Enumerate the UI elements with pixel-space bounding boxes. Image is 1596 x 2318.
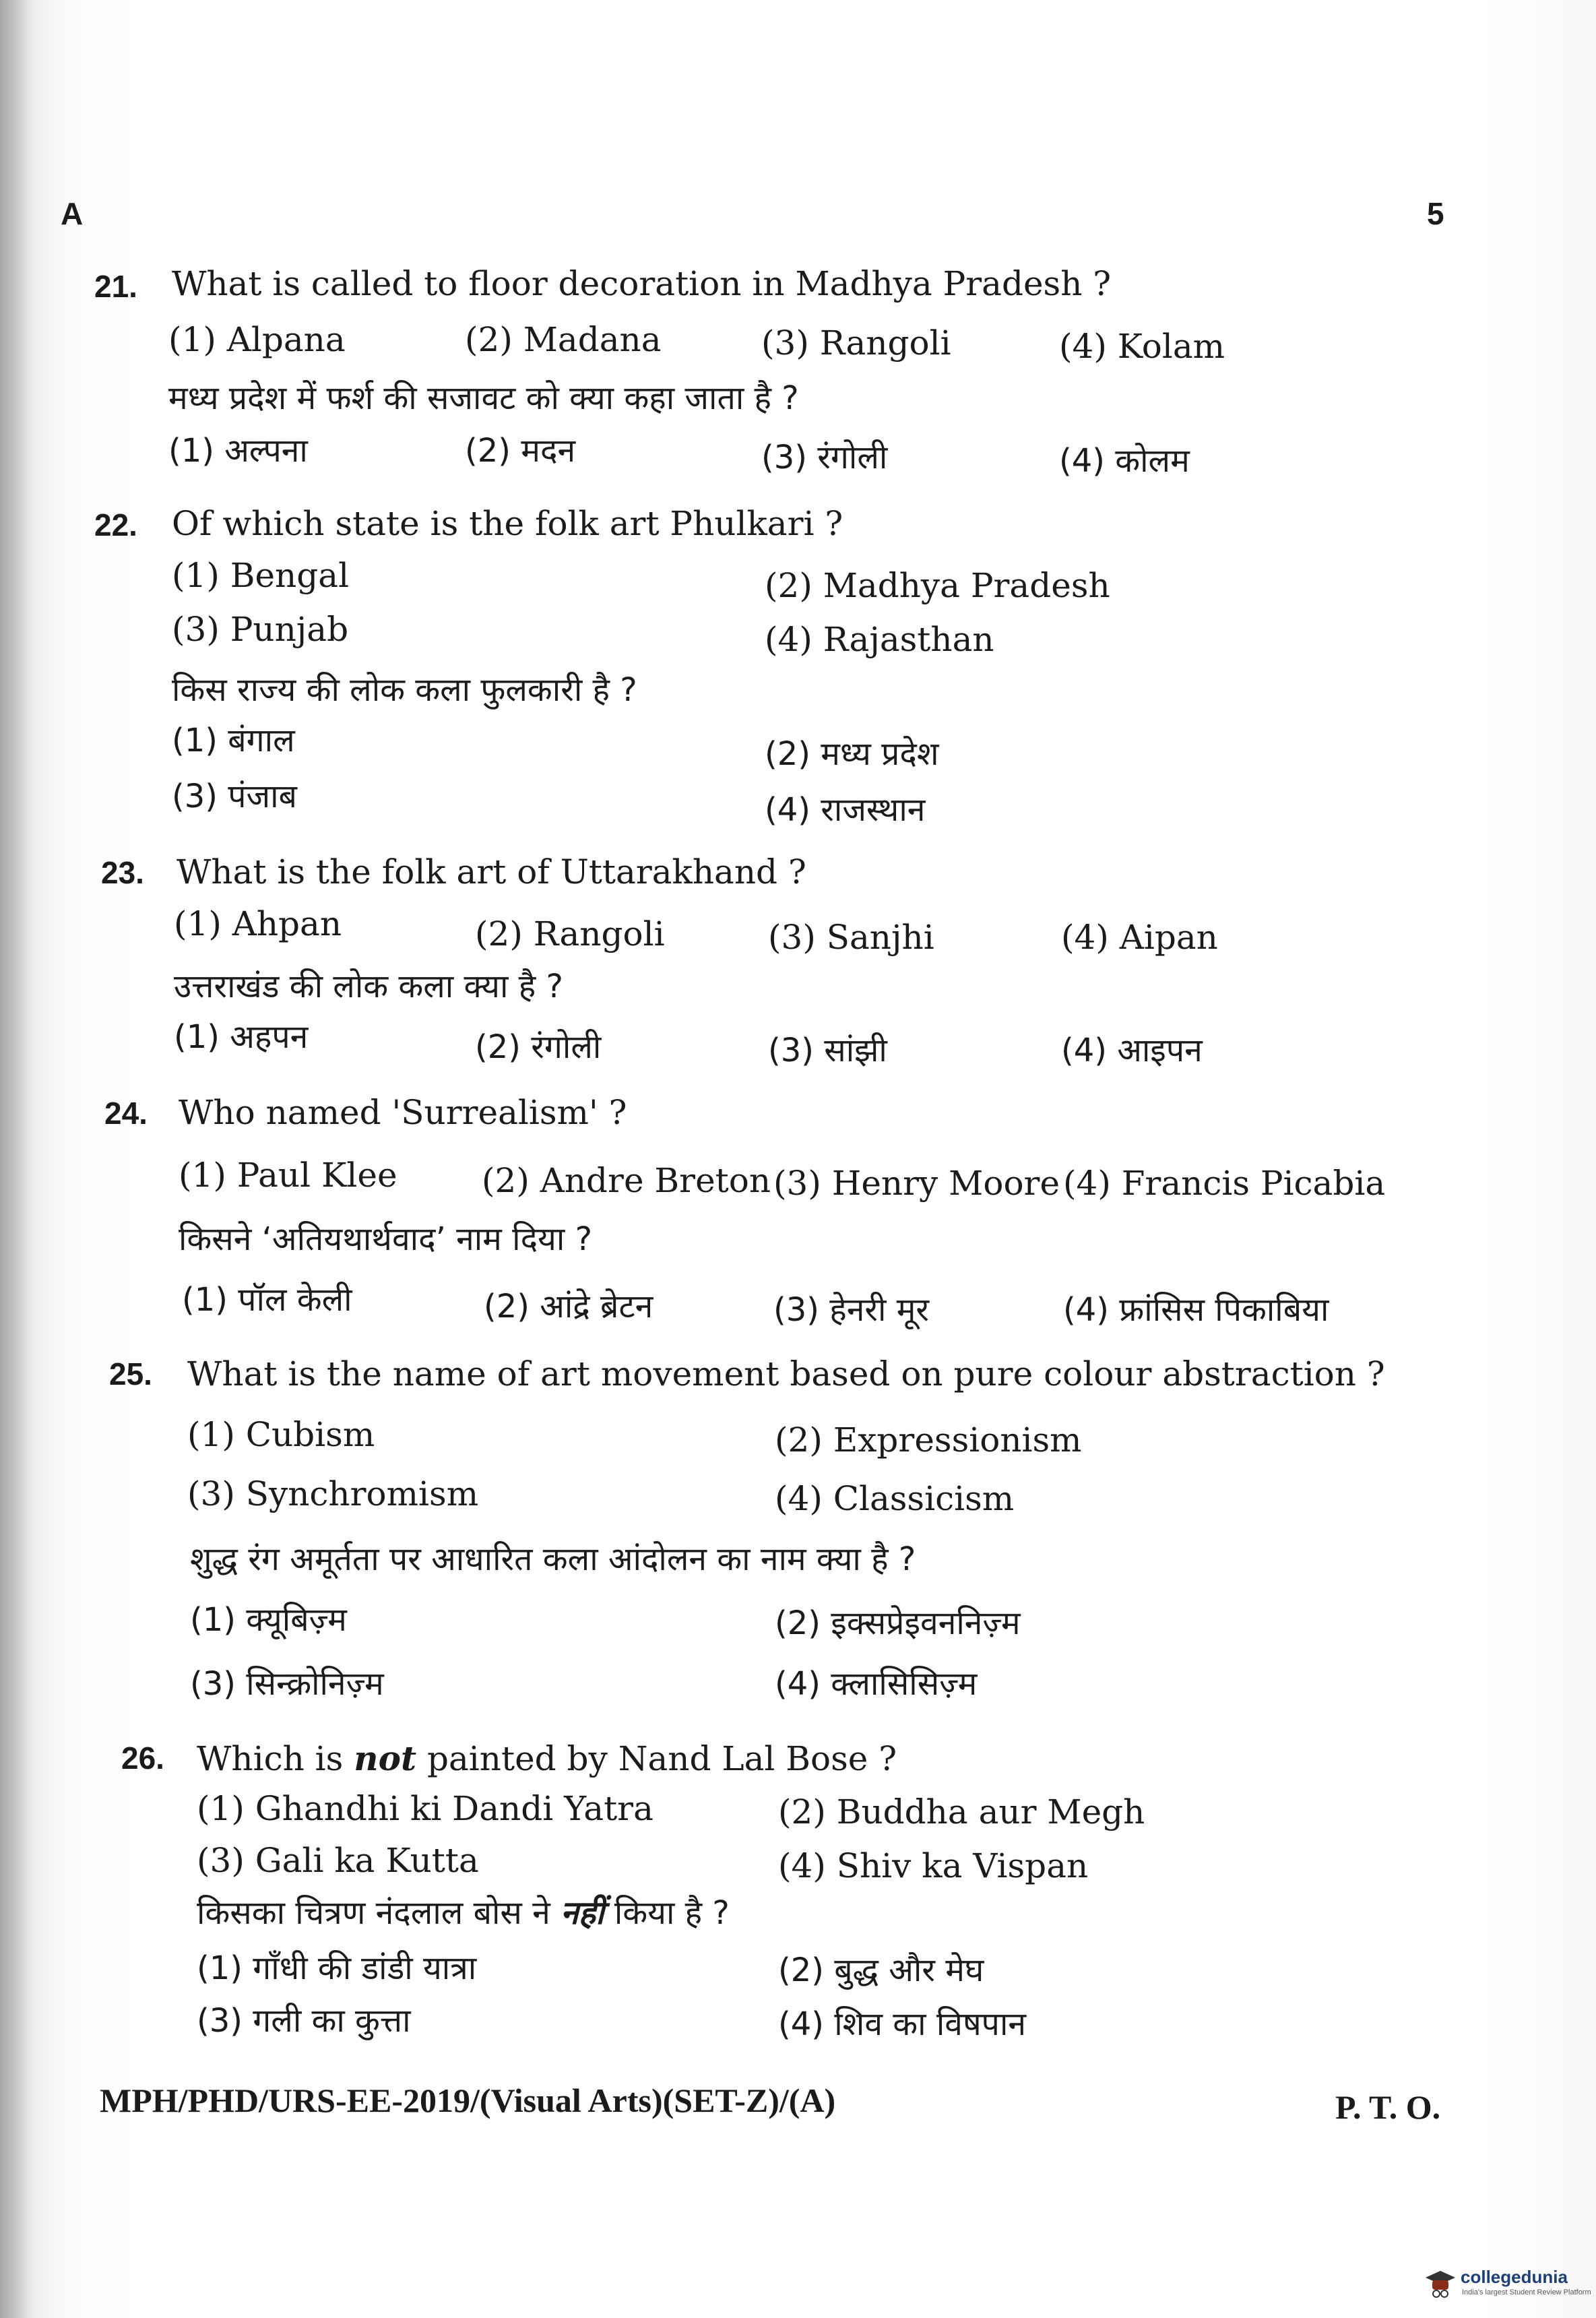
option-hi-4: (4) आइपन (1061, 1032, 1203, 1069)
emphasis-nahin: नहीं (561, 1894, 604, 1932)
option-hi-3: (3) हेनरी मूर (773, 1291, 930, 1329)
option-en-3: (3) Gali ka Kutta (197, 1841, 479, 1880)
option-hi-2: (2) आंद्रे ब्रेटन (484, 1288, 653, 1325)
question-text-en: Of which state is the folk art Phulkari ? (172, 504, 843, 543)
emphasis-not: not (354, 1738, 417, 1778)
question-text-en (197, 1738, 897, 1778)
graduate-cap-icon (1423, 2268, 1458, 2300)
question-number: 24. (104, 1096, 148, 1131)
option-en-2: (2) Madana (465, 320, 662, 359)
option-hi-2: (2) बुद्ध और मेघ (778, 1951, 984, 1989)
option-hi-1: (1) बंगाल (172, 722, 295, 759)
option-hi-2: (2) इक्सप्रेइवननिज़्म (775, 1604, 1021, 1642)
option-hi-4: (4) क्लासिसिज़्म (775, 1665, 978, 1703)
option-en-3: (3) Sanjhi (768, 918, 934, 957)
question-text-hi: उत्तराखंड की लोक कला क्या है ? (174, 968, 563, 1005)
question-number: 23. (101, 855, 144, 890)
watermark-brand: collegedunia (1461, 2267, 1568, 2287)
question-text-hi-suffix: किया है ? (614, 1894, 730, 1932)
option-en-1: (1) Ahpan (174, 904, 342, 943)
option-hi-4: (4) राजस्थान (765, 791, 926, 829)
option-en-4: (4) Aipan (1061, 918, 1218, 957)
option-en-1: (1) Paul Klee (179, 1156, 397, 1195)
option-en-4: (4) Kolam (1059, 327, 1225, 366)
question-text-hi: किस राज्य की लोक कला फुलकारी है ? (172, 671, 637, 709)
option-en-1: (1) Cubism (187, 1415, 375, 1454)
option-hi-1: (1) गाँधी की डांडी यात्रा (197, 1949, 477, 1987)
paper-code: MPH/PHD/URS-EE-2019/(Visual Arts)(SET-Z)/(A) (100, 2081, 836, 2119)
option-en-4: (4) Shiv ka Vispan (778, 1846, 1089, 1885)
option-en-2: (2) Expressionism (775, 1420, 1082, 1460)
option-hi-3: (3) सांझी (768, 1032, 887, 1069)
option-hi-1: (1) पॉल केली (182, 1281, 352, 1319)
page-number: 5 (1427, 196, 1444, 231)
option-hi-3: (3) रंगोली (761, 439, 888, 476)
option-en-1: (1) Bengal (172, 556, 350, 595)
option-en-1: (1) Ghandhi ki Dandi Yatra (197, 1789, 653, 1828)
question-number: 22. (94, 507, 137, 542)
option-hi-1: (1) अहपन (174, 1018, 309, 1056)
watermark-tagline: India's largest Student Review Platform (1462, 2288, 1591, 2296)
option-hi-4: (4) शिव का विषपान (778, 2005, 1027, 2043)
option-hi-2: (2) मदन (465, 432, 576, 470)
option-en-3: (3) Punjab (172, 610, 349, 649)
question-number: 25. (109, 1356, 152, 1391)
question-number: 21. (94, 269, 137, 304)
option-en-1: (1) Alpana (168, 320, 346, 359)
question-text-hi: शुद्ध रंग अमूर्तता पर आधारित कला आंदोलन का नाम क्या है ? (190, 1540, 916, 1578)
question-text-hi: मध्य प्रदेश में फर्श की सजावट को क्या कहा जाता है ? (168, 379, 799, 417)
option-en-3: (3) Henry Moore (773, 1164, 1060, 1203)
option-hi-3: (3) गली का कुत्ता (197, 2002, 411, 2040)
question-text-prefix: Which is (197, 1739, 344, 1778)
booklet-series: A (61, 196, 84, 231)
watermark-logo (1423, 2264, 1591, 2305)
option-en-2: (2) Buddha aur Megh (778, 1792, 1145, 1831)
option-en-2: (2) Rangoli (475, 914, 665, 953)
option-en-2: (2) Madhya Pradesh (765, 566, 1110, 605)
option-en-3: (3) Rangoli (761, 323, 951, 363)
option-hi-4: (4) फ्रांसिस पिकाबिया (1063, 1291, 1329, 1329)
option-hi-1: (1) क्यूबिज़्म (190, 1601, 347, 1639)
question-text-hi: किसने ‘अतियथार्थवाद’ नाम दिया ? (179, 1220, 593, 1258)
scan-edge-shadow (0, 0, 61, 2318)
question-number: 26. (121, 1741, 164, 1776)
option-hi-3: (3) सिन्क्रोनिज़्म (190, 1665, 384, 1703)
option-hi-4: (4) कोलम (1059, 442, 1190, 480)
page-turn-over: P. T. O. (1335, 2088, 1441, 2126)
question-text-en: What is the name of art movement based on pure colour abstraction ? (187, 1354, 1385, 1393)
option-hi-2: (2) मध्य प्रदेश (765, 735, 939, 773)
question-text-suffix: painted by Nand Lal Bose ? (426, 1739, 897, 1778)
question-text-hi (197, 1890, 730, 1934)
option-hi-2: (2) रंगोली (475, 1028, 602, 1066)
option-hi-3: (3) पंजाब (172, 778, 297, 815)
option-en-2: (2) Andre Breton (482, 1161, 771, 1200)
option-en-4: (4) Classicism (775, 1479, 1015, 1518)
option-en-3: (3) Synchromism (187, 1474, 479, 1513)
question-text-hi-prefix: किसका चित्रण नंदलाल बोस ने (197, 1894, 550, 1932)
option-en-4: (4) Francis Picabia (1063, 1164, 1386, 1203)
question-text-en: Who named 'Surrealism' ? (179, 1093, 627, 1132)
question-text-en: What is the folk art of Uttarakhand ? (177, 852, 806, 891)
option-en-4: (4) Rajasthan (765, 620, 994, 659)
option-hi-1: (1) अल्पना (168, 432, 308, 470)
question-text-en: What is called to floor decoration in Madhya Pradesh ? (172, 264, 1112, 303)
